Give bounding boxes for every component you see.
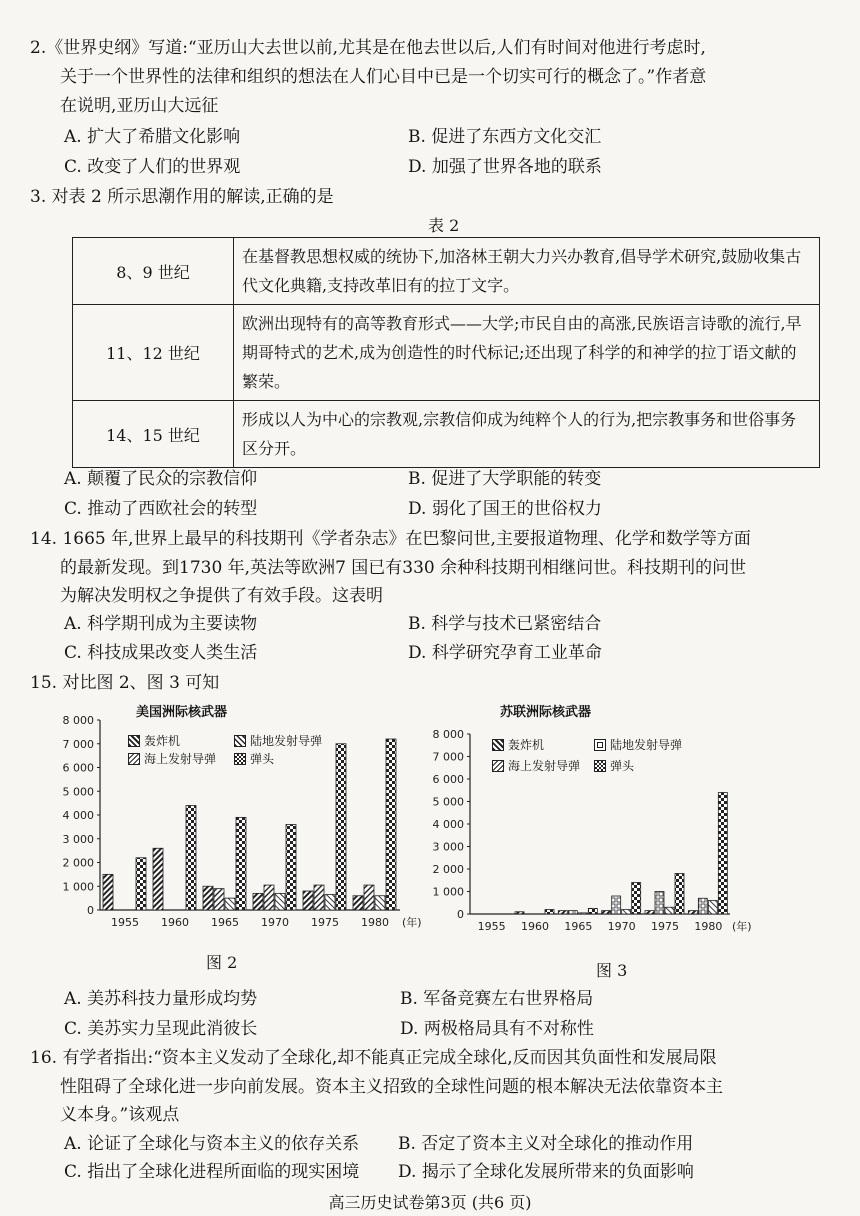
q12-stem-line2: 关于一个世界性的法律和组织的想法在人们心目中已是一个切实可行的概念了。”作者意 [60, 67, 707, 87]
y-tick-label: 4 000 [432, 818, 464, 831]
q13-option-c: C. 推动了西欧社会的转型 [64, 499, 258, 519]
bar-弹头 [588, 908, 597, 914]
q13-option-d: D. 弱化了国王的世俗权力 [408, 499, 602, 519]
bar-弹头 [632, 883, 641, 915]
q16-stem-line2: 性阻碍了全球化进一步向前发展。资本主义招致的全球性问题的根本解决无法依靠资本主 [60, 1077, 723, 1097]
legend-label: 陆地发射导弹 [610, 738, 683, 752]
table-desc-cell: 形成以人为中心的宗教观,宗教信仰成为纯粹个人的行为,把宗教事务和世俗事务区分开。 [234, 401, 820, 468]
q13-stem: 3. 对表 2 所示思潮作用的解读,正确的是 [30, 187, 334, 207]
bar-弹头 [545, 910, 554, 915]
bar-轰炸机 [303, 891, 313, 910]
x-tick-label: 1965 [564, 920, 593, 933]
legend-label: 轰炸机 [508, 738, 545, 752]
y-tick-label: 2 000 [432, 863, 464, 876]
q12-stem-line3: 在说明,亚历山大远征 [60, 96, 219, 116]
table-2 [72, 237, 820, 468]
y-tick-label: 7 000 [62, 737, 94, 751]
q15-option-b: B. 军备竞赛左右世界格局 [400, 989, 594, 1009]
legend-label: 弹头 [610, 759, 635, 773]
table-desc-cell: 在基督教思想权威的统协下,加洛林王朝大力兴办教育,倡导学术研究,鼓励收集古代文化典籍,支持改革旧有的拉丁文字。 [234, 238, 820, 305]
q16-option-c: C. 指出了全球化进程所面临的现实困境 [64, 1162, 360, 1182]
y-tick-label: 5 000 [62, 785, 94, 799]
table-era-cell: 8、9 世纪 [73, 238, 234, 305]
q12-option-b: B. 促进了东西方文化交汇 [408, 127, 602, 147]
bar-陆地发射导弹 [264, 885, 274, 910]
x-tick-label: 1980 [694, 920, 723, 933]
bar-弹头 [286, 825, 296, 911]
bar-轰炸机 [103, 874, 113, 910]
y-tick-label: 2 000 [62, 856, 94, 870]
q16-option-d: D. 揭示了全球化发展所带来的负面影响 [398, 1162, 694, 1182]
bar-弹头 [186, 806, 196, 911]
y-tick-label: 7 000 [432, 750, 464, 764]
q15-stem: 15. 对比图 2、图 3 可知 [30, 673, 220, 693]
bar-陆地发射导弹 [698, 898, 707, 914]
figure-2-caption: 图 2 [206, 953, 238, 972]
y-tick-label: 6 000 [432, 773, 464, 786]
q16-stem-line1: 16. 有学者指出:“资本主义发动了全球化,却不能真正完成全球化,反而因其负面性和发展局限 [30, 1048, 717, 1068]
y-tick-label: 1 000 [432, 885, 464, 899]
table-row [73, 305, 820, 401]
q12-option-c: C. 改变了人们的世界观 [64, 157, 241, 177]
y-tick-label: 5 000 [432, 795, 464, 809]
x-tick-label: 1975 [311, 916, 339, 929]
bar-弹头 [236, 817, 246, 910]
q14-option-a: A. 科学期刊成为主要读物 [64, 614, 258, 634]
legend-label: 海上发射导弹 [508, 759, 581, 773]
figure-3-caption: 图 3 [596, 961, 628, 980]
legend-label: 弹头 [250, 752, 275, 766]
page-footer: 高三历史试卷第3页 (共6 页) [328, 1193, 532, 1212]
q12-option-a: A. 扩大了希腊文化影响 [64, 127, 241, 147]
bar-陆地发射导弹 [364, 885, 374, 910]
q12-stem-line1: 2.《世界史纲》写道:“亚历山大去世以前,尤其是在他去世以后,人们有时间对他进行考虑时, [30, 38, 706, 58]
bar-陆地发射导弹 [568, 911, 577, 914]
bar-轰炸机 [558, 911, 567, 914]
q15-option-c: C. 美苏实力呈现此消彼长 [64, 1019, 258, 1039]
q16-option-b: B. 否定了资本主义对全球化的推动作用 [398, 1134, 694, 1154]
q16-stem-line3: 义本身。”该观点 [60, 1105, 180, 1125]
y-tick-label: 3 000 [432, 840, 464, 854]
x-tick-label: 1970 [261, 916, 289, 929]
y-tick-label: 1 000 [62, 880, 94, 894]
legend-label: 陆地发射导弹 [250, 734, 323, 748]
bar-陆地发射导弹 [612, 896, 621, 914]
bar-弹头 [675, 874, 684, 915]
bar-海上发射导弹 [665, 907, 674, 914]
bar-海上发射导弹 [622, 910, 631, 915]
x-unit-label: (年) [732, 920, 752, 933]
y-tick-label: 6 000 [62, 761, 94, 775]
bar-弹头 [386, 739, 396, 910]
bar-轰炸机 [515, 912, 524, 914]
bar-弹头 [336, 744, 346, 910]
table-era-cell: 11、12 世纪 [73, 305, 234, 401]
x-tick-label: 1960 [161, 916, 189, 929]
y-tick-label: 8 000 [62, 714, 94, 727]
table-row [73, 238, 820, 305]
x-tick-label: 1965 [211, 916, 239, 929]
bar-弹头 [136, 858, 146, 910]
legend-label: 海上发射导弹 [144, 752, 217, 766]
table-row [73, 401, 820, 468]
chart-us-plot [50, 715, 430, 965]
q14-stem-line3: 为解决发明权之争提供了有效手段。这表明 [60, 586, 383, 606]
bar-海上发射导弹 [225, 898, 235, 910]
q16-option-a: A. 论证了全球化与资本主义的依存关系 [64, 1134, 360, 1154]
q15-option-d: D. 两极格局具有不对称性 [400, 1019, 594, 1039]
table-caption: 表 2 [428, 216, 460, 235]
chart-ussr-plot [418, 717, 778, 967]
bar-海上发射导弹 [325, 895, 335, 910]
q14-stem-line1: 14. 1665 年,世界上最早的科技期刊《学者杂志》在巴黎问世,主要报道物理、化学和数学等方面 [30, 529, 751, 549]
chart-ussr-title: 苏联洲际核武器 [500, 705, 592, 720]
bar-陆地发射导弹 [214, 889, 224, 910]
bar-海上发射导弹 [708, 901, 717, 915]
q13-option-a: A. 颠覆了民众的宗教信仰 [64, 469, 258, 489]
y-tick-label: 4 000 [62, 809, 94, 822]
q12-option-d: D. 加强了世界各地的联系 [408, 157, 602, 177]
bar-轰炸机 [645, 911, 654, 914]
bar-轰炸机 [253, 893, 263, 910]
bar-轰炸机 [203, 886, 213, 910]
y-tick-label: 0 [457, 908, 464, 921]
y-tick-label: 0 [87, 904, 94, 917]
x-tick-label: 1960 [521, 920, 549, 933]
q14-stem-line2: 的最新发现。到1730 年,英法等欧洲7 国已有330 余种科技期刊相继问世。科技期刊的问世 [60, 558, 747, 578]
x-tick-label: 1970 [607, 920, 636, 933]
legend-label: 轰炸机 [144, 734, 181, 748]
x-unit-label: (年) [402, 916, 422, 929]
bar-陆地发射导弹 [314, 885, 324, 910]
bar-陆地发射导弹 [655, 892, 664, 915]
q13-option-b: B. 促进了大学职能的转变 [408, 469, 602, 489]
y-tick-label: 3 000 [62, 832, 94, 846]
y-tick-label: 8 000 [432, 728, 464, 741]
bar-轰炸机 [688, 911, 697, 914]
x-tick-label: 1980 [361, 916, 389, 929]
bar-海上发射导弹 [375, 896, 385, 910]
bar-海上发射导弹 [578, 913, 587, 914]
bar-弹头 [718, 793, 727, 915]
q15-option-a: A. 美苏科技力量形成均势 [64, 989, 258, 1009]
bar-海上发射导弹 [275, 893, 285, 910]
x-tick-label: 1955 [111, 916, 139, 929]
q14-option-b: B. 科学与技术已紧密结合 [408, 614, 602, 634]
chart-us-title: 美国洲际核武器 [136, 705, 228, 720]
bar-轰炸机 [602, 911, 611, 914]
table-desc-cell: 欧洲出现特有的高等教育形式——大学;市民自由的高涨,民族语言诗歌的流行,早期哥特式的艺术,成为创造性的时代标记;还出现了科学的和神学的拉丁语文献的繁荣。 [234, 305, 820, 401]
x-tick-label: 1955 [477, 920, 506, 933]
q14-option-c: C. 科技成果改变人类生活 [64, 643, 258, 663]
x-tick-label: 1975 [651, 920, 679, 933]
q14-option-d: D. 科学研究孕育工业革命 [408, 643, 602, 663]
bar-轰炸机 [353, 896, 363, 910]
bar-轰炸机 [153, 848, 163, 910]
table-era-cell: 14、15 世纪 [73, 401, 234, 468]
